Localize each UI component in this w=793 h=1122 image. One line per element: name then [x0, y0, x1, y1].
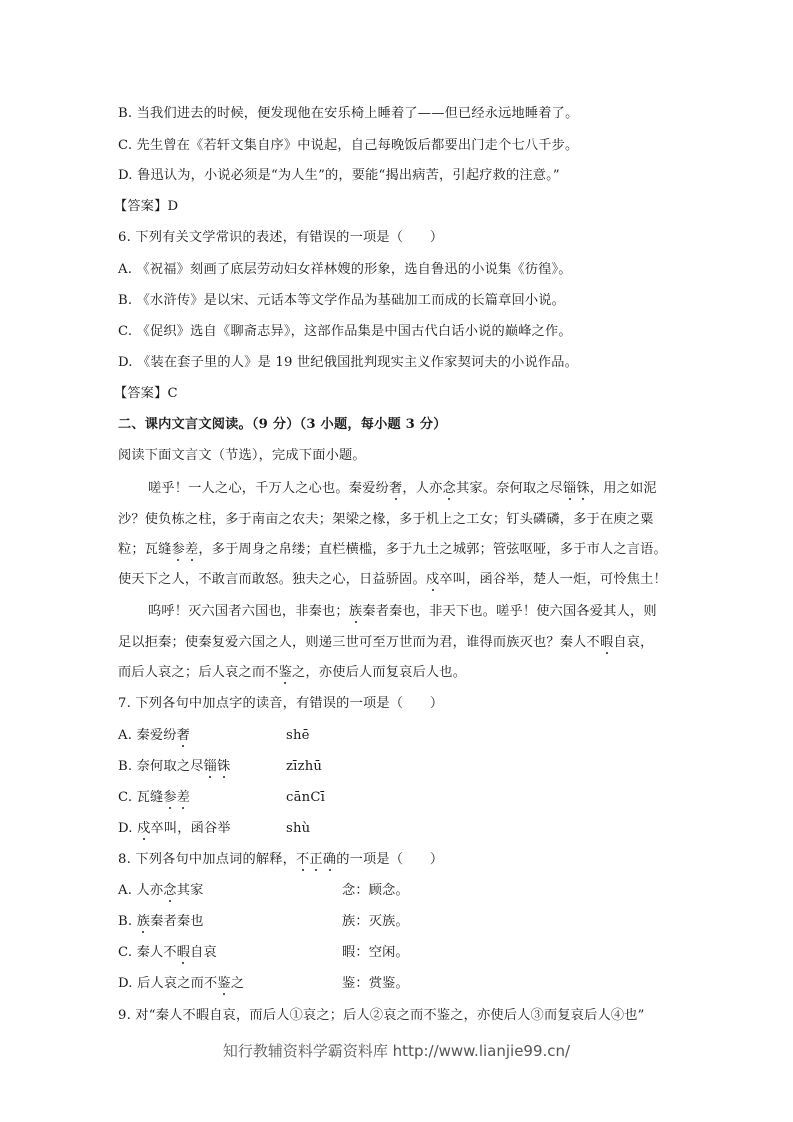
question-8-option-c [118, 943, 409, 963]
text: 的一项是（ ） [336, 852, 444, 867]
dotted-char: 锱 [563, 481, 577, 496]
dotted-char: 铢 [217, 759, 231, 774]
dotted-char: 鉴 [217, 976, 231, 991]
dotted-char: 念 [442, 481, 456, 496]
passage-p2-line3 [118, 663, 466, 683]
dotted-char: 正 [309, 852, 323, 867]
text: 卒叫，函谷举，楚人一炬，可怜焦土！ [439, 572, 667, 587]
text: 足以拒秦；使秦复爱六国之人，则递三世可至万世而为君，谁得而族灭也？秦人不 [118, 635, 600, 650]
question-5-answer: 【答案】D [114, 199, 179, 214]
text: B. [118, 914, 137, 929]
gloss: 鉴：赏鉴。 [342, 976, 409, 991]
question-8-option-d [118, 974, 409, 994]
text: 使天下之人，不敢言而敢怒。独夫之心，日益骄固。 [118, 572, 426, 587]
passage-p1-line2: 沙？使负栋之柱，多于南亩之农夫；架梁之椽，多于机上之工女；钉头磷磷，多于在庾之粟 [118, 512, 654, 527]
text: 秦者秦也，非天下也。嗟乎！使六国各爱其人，则 [362, 604, 657, 619]
question-7-option-d [118, 819, 311, 839]
question-6-option-a: A. 《祝福》刻画了底层劳动妇女祥林嫂的形象，选自鲁迅的小说集《彷徨》。 [118, 262, 572, 277]
text: ，人亦 [402, 481, 443, 496]
text: A. 人亦 [118, 883, 164, 898]
question-5-option-d: D. 鲁迅认为，小说必须是“为人生”的，要能“揭出病苦，引起疗救的注意。” [118, 168, 560, 183]
text: 自哀， [613, 635, 654, 650]
passage-p1-line1 [148, 479, 657, 499]
question-6-option-b: B. 《水浒传》是以宋、元话本等文学作品为基础加工而成的长篇章回小说。 [118, 293, 566, 308]
reading: shù [286, 821, 311, 836]
text: ，用之如泥 [589, 481, 657, 496]
passage-p1-line4 [118, 570, 667, 590]
question-8-stem [118, 850, 443, 870]
text: 8. 下列各句中加点词的解释， [118, 852, 297, 867]
text: 卒叫，函谷举 [150, 821, 231, 836]
reading: cānCī [286, 790, 326, 805]
question-9-stem: 9. 对“秦人不暇自哀，而后人①哀之；后人②哀之而不鉴之，亦使后人③而复哀后人④也” [118, 1008, 645, 1023]
gloss: 族：灭族。 [342, 914, 409, 929]
section-2-instruction: 阅读下面文言文（节选），完成下面小题。 [118, 448, 366, 463]
dotted-char: 参 [163, 790, 177, 805]
text: C. 秦人不 [118, 945, 177, 960]
dotted-char: 族 [136, 914, 151, 929]
question-6-option-c: C. 《促织》选自《聊斋志异》，这部作品集是中国古代白话小说的巅峰之作。 [118, 324, 572, 339]
text: 之，亦使后人而复哀后人也。 [292, 665, 467, 680]
question-8-option-b [118, 912, 409, 932]
footer-watermark: 知行教辅资料学霸资料库 http://www.lianjie99.cn/ [222, 1042, 571, 1060]
question-6-stem: 6. 下列有关文学常识的表述，有错误的一项是（ ） [118, 230, 444, 245]
reading: shē [286, 728, 310, 743]
dotted-char: 差 [176, 790, 191, 805]
dotted-char: 念 [163, 883, 177, 898]
question-7-stem: 7. 下列各句中加点字的读音，有错误的一项是（ ） [118, 696, 444, 711]
text: 自哀 [190, 945, 217, 960]
question-5-option-c: C. 先生曾在《若轩文集自序》中说起，自己每晚饭后都要出门走个七八千步。 [118, 138, 579, 153]
section-2-heading: 二、课内文言文阅读。（9 分）（3 小题，每小题 3 分） [118, 417, 447, 432]
question-6-option-d: D. 《装在套子里的人》是 19 世纪俄国批判现实主义作家契诃夫的小说作品。 [118, 355, 579, 370]
text: B. 奈何取之尽 [118, 759, 204, 774]
dotted-char: 确 [322, 852, 337, 867]
dotted-char: 参 [171, 542, 185, 557]
dotted-char: 差 [184, 542, 199, 557]
text: 之 [230, 976, 245, 991]
dotted-char: 戍 [137, 821, 151, 836]
dotted-char: 奢 [176, 728, 191, 743]
dotted-char: 族 [348, 604, 363, 619]
text: 而后人哀之；后人哀之而不 [118, 665, 279, 680]
passage-p1-line3 [118, 540, 667, 560]
text: D. [118, 821, 138, 836]
question-5-option-b: B. 当我们进去的时候，便发现他在安乐椅上睡着了——但已经永远地睡着了。 [118, 106, 579, 121]
question-6-answer: 【答案】C [114, 386, 178, 401]
dotted-char: 奢 [388, 481, 403, 496]
dotted-char: 不 [296, 852, 310, 867]
reading: zīzhū [286, 759, 323, 774]
text: D. 后人哀之而不 [118, 976, 218, 991]
dotted-char: 暇 [599, 635, 614, 650]
text: A. 秦爱纷 [118, 728, 177, 743]
text: 嗟乎！一人之心，千万人之心也。秦爱纷 [148, 481, 389, 496]
text: 其家 [176, 883, 204, 898]
question-7-option-b [118, 757, 323, 777]
gloss: 念：顾念。 [342, 883, 409, 898]
dotted-char: 鉴 [278, 665, 293, 680]
text: 粒；瓦缝 [118, 542, 172, 557]
text: ，多于周身之帛缕；直栏横槛，多于九土之城郭；管弦呕哑，多于市人之言语。 [198, 542, 667, 557]
gloss: 暇：空闲。 [342, 945, 409, 960]
question-8-option-a [118, 881, 409, 901]
question-7-option-a [118, 726, 310, 746]
question-7-option-c [118, 788, 326, 808]
dotted-char: 锱 [203, 759, 218, 774]
passage-p2-line1 [148, 602, 657, 622]
dotted-char: 铢 [576, 481, 590, 496]
text: 其家。奈何取之尽 [455, 481, 564, 496]
dotted-char: 戍 [425, 572, 440, 587]
text: 秦者秦也 [150, 914, 204, 929]
text: C. 瓦缝 [118, 790, 164, 805]
text: 呜呼！灭六国者六国也，非秦也； [148, 604, 349, 619]
dotted-char: 暇 [176, 945, 191, 960]
passage-p2-line2 [118, 633, 654, 653]
